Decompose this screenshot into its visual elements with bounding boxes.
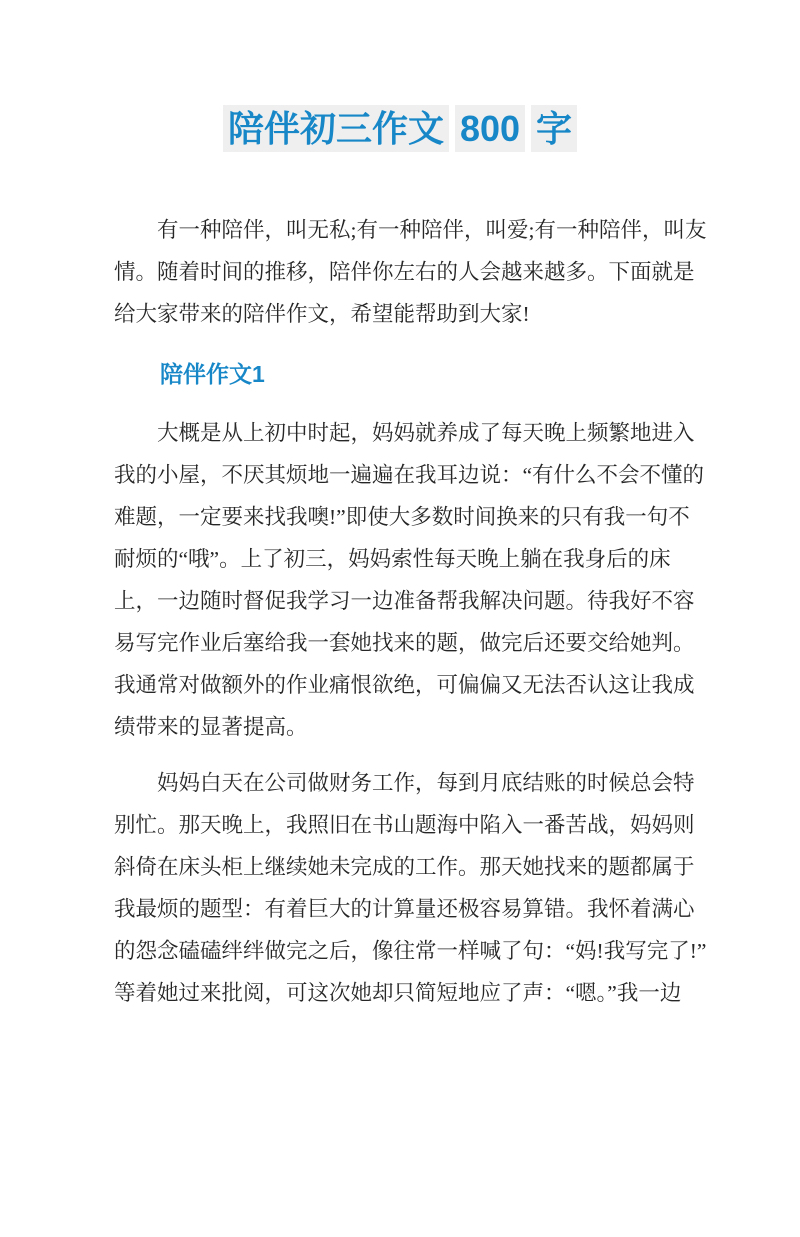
section-heading: 陪伴作文1 xyxy=(160,361,265,387)
intro-paragraph: 有一种陪伴，叫无私;有一种陪伴，叫爱;有一种陪伴，叫友情。随着时间的推移，陪伴你左右的人会越来越多。下面就是给大家带来的陪伴作文，希望能帮助到大家! xyxy=(114,218,707,326)
document-body xyxy=(114,209,710,1014)
title-segment-number: 800 xyxy=(455,105,525,152)
document-title xyxy=(0,105,800,152)
title-segment-main: 陪伴初三作文 xyxy=(223,105,449,152)
document-page xyxy=(0,105,800,1237)
essay-paragraph-2: 妈妈白天在公司做财务工作，每到月底结账的时候总会特别忙。那天晚上，我照旧在书山题海中陷入一番苦战，妈妈则斜倚在床头柜上继续她未完成的工作。那天她找来的题都属于我最烦的题型：有着巨大的计算量还极容易算错。我怀着满心的怨念磕磕绊绊做完之后，像往常一样喊了句：“妈!我写完了!”等着她过来批阅，可这次她却只简短地应了声：“嗯。”我一边 xyxy=(114,771,707,1005)
title-segment-unit: 字 xyxy=(531,105,577,152)
essay-paragraph-1: 大概是从上初中时起，妈妈就养成了每天晚上频繁地进入我的小屋，不厌其烦地一遍遍在我耳边说：“有什么不会不懂的难题，一定要来找我噢!”即使大多数时间换来的只有我一句不耐烦的“哦”。上了初三，妈妈索性每天晚上躺在我身后的床上，一边随时督促我学习一边准备帮我解决问题。待我好不容易写完作业后塞给我一套她找来的题，做完后还要交给她判。我通常对做额外的作业痛恨欲绝，可偏偏又无法否认这让我成绩带来的显著提高。 xyxy=(114,421,705,739)
